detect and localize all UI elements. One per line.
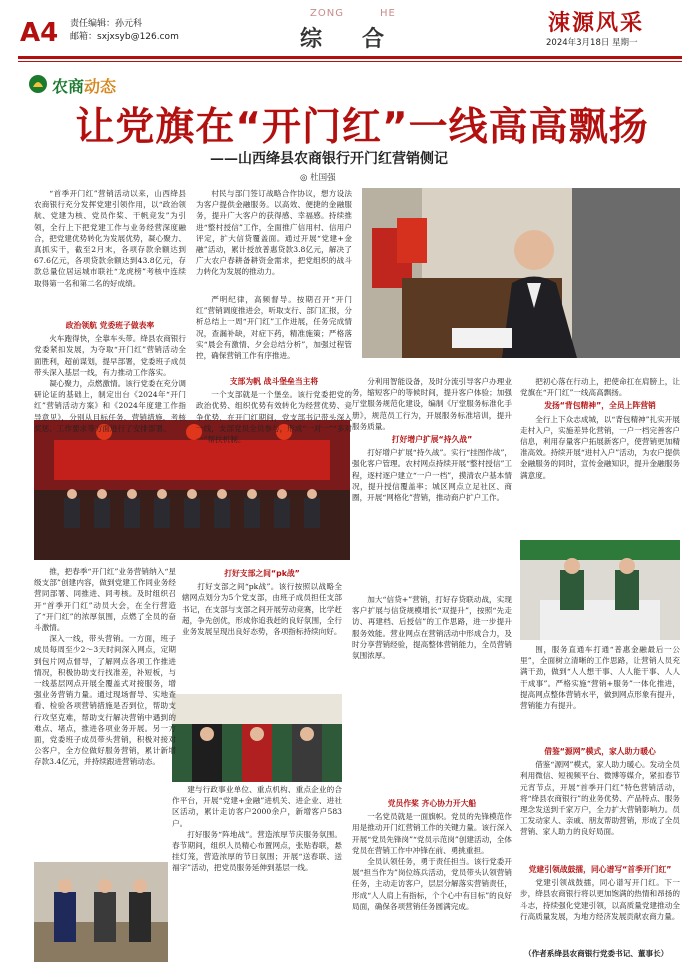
header-rule-thin	[18, 61, 682, 62]
teller-photo	[520, 540, 680, 640]
paragraph: 一名党员就是一面旗帜。党员的先锋模范作用是推动开门红营销工作的关键力量。该行深入开展“党员先锋岗”“党员示范岗”创建活动，全体党员在营销工作中冲锋在前、勇挑重担。	[352, 812, 512, 855]
paragraph: 加大“信贷+”营销，打好存贷联动战，实现客户扩展与信贷规模增长“双提升”，按照“先走访、再建档、后授信”的工作思路，进一步提升服务效能。营业网点在营销活动中形成合力，及时分享营销经验，提高整体营销能力，全员营销氛围浓厚。	[352, 595, 512, 661]
subheading: 支部为帆 战斗堡垒当主将	[229, 377, 319, 386]
column-label: 农商动态	[52, 77, 117, 96]
col1-intro	[34, 188, 186, 318]
header-rule	[18, 56, 682, 59]
paragraph: 借鉴“源网”模式，家人助力暖心。发动全员利用微信、短视频平台、微博等媒介，紧扣春节元宵节点，开展“首季开门红”特色营销活动，将“绛县农商银行”的业务优势、产品特点、服务理念发送到千家万户，全力扩大营销影响力。员工发动家人、亲戚、朋友帮助营销，形成了全员营销、家人助力的良好局面。	[520, 760, 680, 837]
outreach-illustration	[34, 862, 168, 962]
paragraph: 深入一线，带头营销。一方面，班子成员每周至少2～3天时间深入网点，定期到包片网点督导，了解网点各项工作推进情况，积极协助支行找准差，补短板，与一线基层网点开展全覆盖式对接服务，增强业务营销力量。通过现场督导、实地查看、检验各项营销措施是否到位，帮助支行攻坚克难，帮助支行解决营销中遇到的难点、堵点，推进各项业务开展。另一方面，党委班子成员带头营销，积极对接对公客户，全方位做好服务营销，累计新增存款3.4亿元，并持续跟进营销动态。	[34, 634, 176, 767]
paragraph: 打好服务“阵地战”。营造浓厚节庆服务氛围。春节期间，组织人员精心布置网点，张贴春联，悬挂灯笼，营造浓厚的节日氛围；开展“送春联、送福字”活动，把党员服务延伸到基层一线。	[172, 829, 342, 873]
subheading: 打好支部之间“pk战”	[224, 569, 300, 578]
paragraph: “首季开门红”营销活动以来，山西绛县农商银行充分发挥党建引领作用，以“政治领航、党建为核、党员作桨、干帆竞发”为引领，全行上下把党建工作与业务经营深度融合，把党建优势转化为发展优势，凝心聚力、真抓实干，截至2月末，各项存款余额达到67.6亿元，各项贷款余额达到43.8亿元，存款总量位居运城市联社“龙虎榜”考核中连续取得第一名和第二名的好成绩。	[34, 189, 186, 288]
outreach-photo	[34, 862, 168, 962]
section-title: 综合	[300, 27, 425, 52]
col2-bottom	[172, 784, 342, 964]
col1-section-a	[34, 318, 186, 433]
author-byline: ◎ 杜国强	[300, 173, 336, 183]
paragraph: 全行上下众志成城，以“背包精神”扎实开展走村入户，实施差异化营销，一户一档完善客户信息，利用存量客户拓展新客户，使营销更加精准高效。持续开展“进村入户”活动，为农户提供金融服务的同时，宣传金融知识，提升金融服务满意度。	[520, 414, 680, 480]
portrait-illustration	[362, 188, 680, 358]
paragraph: 一个支部就是一个堡垒。该行党委把党的政治优势、组织优势有效转化为经营优势、竞争优势，在开门红期间，党支部书记带头深入一线，支部党员全员参与，形成“一对一”“多对一”帮扶机制。	[196, 390, 352, 445]
col4-upper	[520, 376, 680, 538]
subheading: 打好增户扩展“持久战”	[391, 435, 473, 445]
bank-logo-icon	[28, 74, 48, 94]
paragraph: 凝心聚力，点燃激情。该行党委在充分调研论证的基础上，制定出台《2024年“开门红”营销活动方案》和《2024年度建工作指导意见》，分别从目标任务、营销措施、考核奖惩、工作要求等方面进行了安排部署。	[34, 379, 186, 433]
paragraph: 打好增户扩展“持久战”。实行“挂图作战”，强化客户管理。农村网点持续开展“整村授信”工程，逐村逐户建立“一户一档”，摸清农户基本情况，提升授信覆盖率；城区网点立足社区、商圈，开展“网格化”营销，推动商户扩户工作。	[352, 448, 512, 503]
main-photo-spacer	[362, 358, 680, 372]
paragraph: 分利用智能设备，及时分流引导客户办理业务，缩短客户的等候时间，提升客户体验；加强厅堂服务规范化建设，编制《厅堂服务标准化手册》，规范员工行为，开展服务标准培训，提升服务质量。	[352, 377, 512, 431]
section-pinyin-left: ZONG	[310, 8, 344, 19]
col3-lower	[352, 796, 512, 964]
col2-section-b	[196, 374, 352, 445]
section-pinyin-right: HE	[380, 8, 396, 19]
page-number: A4	[20, 18, 59, 48]
subheading: 政治领航 党委班子做表率	[65, 321, 155, 330]
col3-upper	[352, 376, 512, 594]
subheading: 发扬“背包精神”，全员上阵营销	[544, 401, 656, 411]
col2-lower	[182, 566, 342, 692]
paragraph: 把初心落在行动上，把使命扛在肩膀上，让党旗在“开门红”一线高高飘扬。	[520, 377, 680, 398]
branch-illustration	[172, 694, 342, 782]
editor-line: 责任编辑：孙元科	[70, 19, 143, 29]
main-photo	[362, 188, 680, 358]
paragraph: 建与行政事业单位、重点机构、重点企业的合作平台，开展“党建+金融”进机关、进企业、进社区活动，累计走访客户2000余户，新增客户583户。	[172, 785, 342, 828]
paragraph: 围，服务直通车打通“普惠金融最后一公里”，全面树立清晰的工作思路，让营销人员充满干劲，做到“人人想干事、人人能干事、人人干成事”。严格实施“营销+服务”一体化推进，提高网点整体营销水平，做到网点形象有提升，营销能力有提升。	[520, 645, 680, 711]
col2-intro	[196, 188, 352, 294]
col4-section-b	[520, 744, 680, 862]
paragraph: 村民与部门签订战略合作协议，想方设法为客户提供金融服务。以高效、便捷的金融服务，提升广大客户的获得感、幸福感。持续推进“整村授信”工作，全面推广信用村、信用户评定，扩大信贷覆盖面。通过开展“党建+金融”活动，累计授放普惠贷款3.8亿元，解决了广大农户春耕备耕资金需求，把党组织的战斗力转化为发展的推动力。	[196, 189, 352, 277]
col4-lower	[520, 862, 680, 948]
paragraph: 打好支部之间“pk战”。该行按照以战略全辖网点划分为5个党支部，由班子成员担任支部书记，在支部与支部之间开展劳动竞赛，比学赶超，争先创优，形成你追我赶的良好氛围，全行业务发展呈现出良好态势，各项指标持续向好。	[182, 582, 342, 637]
subheading: 党员作桨 齐心协力开大船	[387, 799, 477, 808]
col2-section-a	[196, 294, 352, 374]
branch-photo	[172, 694, 342, 782]
subheading: 党建引领战鼓擂，同心谱写“首季开门红”	[528, 865, 672, 874]
subheading: 借鉴“源网”模式，家人助力暖心	[544, 747, 656, 756]
subhead: ——山西绛县农商银行开门红营销侧记	[210, 151, 448, 167]
paragraph: 党建引领战鼓擂，同心谱写开门红。下一步，绛县农商银行将以更加饱满的热情和昂扬的斗志，持续强化党建引领，以高质量党建推动全行高质量发展，为地方经济发展贡献农商力量。	[520, 878, 680, 921]
col4-mid	[520, 644, 680, 744]
col1-lower	[34, 566, 176, 858]
teller-illustration	[520, 540, 680, 640]
paragraph: 推，把春季“开门红”业务营销纳入“星级支部”创建内容，做到党建工作同业务经营同部署、同推进、同考核。及时组织召开“首季开门红”动员大会，在全行营造了“开门红”的浓厚氛围，点燃了全员的奋斗激情。	[34, 567, 176, 633]
author-signature: （作者系绛县农商银行党委书记、董事长）	[524, 949, 669, 958]
paragraph: 火车跑得快，全靠车头带。绛县农商银行党委紧扣发展，为夺取“开门红”营销活动全面胜利，超前谋划，提早部署，党委班子成员带头深入基层一线，有力推动工作落实。	[34, 334, 186, 377]
paragraph: 全员认领任务，勇于责任担当。该行党委开展“担当作为”岗位练兵活动，党员带头认领营销任务，主动走访客户，层层分解落实营销责任，形成“人人肩上有指标，个个心中有目标”的良好局面，确保各项营销任务圆满完成。	[352, 857, 512, 911]
paragraph: 严明纪律，高频督导。按期召开“开门红”营销调度推进会，听取支行、部门汇报，分析总结上一周“开门红”工作进展，任务完成情况，查漏补缺，对症下药，精准施策；严格落实“晨会有激情、夕会总结分析”，加强过程管控，确保营销工作有序推进。	[196, 295, 352, 361]
headline: 让党旗在“开门红”一线高高飘扬	[75, 105, 649, 150]
editor-block	[70, 18, 179, 44]
email-line: 邮箱：sxjxsyb@126.com	[70, 32, 179, 42]
col3-mid	[352, 594, 512, 796]
paper-name: 涑源风采	[548, 10, 645, 36]
issue-date: 2024年3月18日 星期一	[546, 38, 638, 48]
